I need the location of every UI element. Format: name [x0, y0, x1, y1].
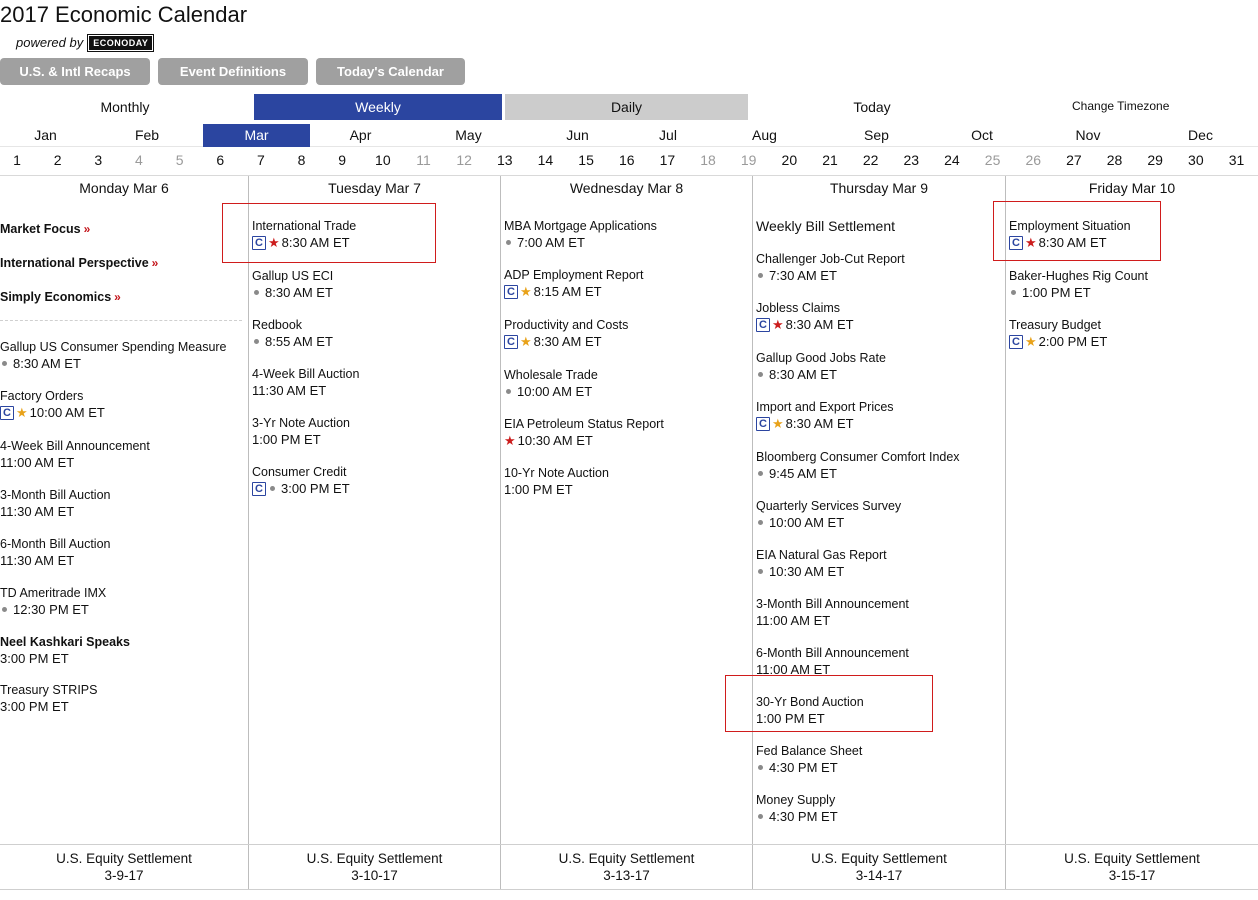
bullet-icon: [758, 273, 763, 278]
tab-daily[interactable]: Daily: [505, 94, 748, 120]
consensus-icon[interactable]: C: [756, 417, 770, 431]
month-aug[interactable]: Aug: [752, 127, 777, 143]
event-name[interactable]: 4-Week Bill Announcement: [0, 439, 150, 453]
event-time: 11:00 AM ET: [756, 662, 831, 677]
day-column-monday: [0, 176, 248, 844]
day-number[interactable]: 22: [862, 152, 879, 168]
event-name[interactable]: Gallup Good Jobs Rate: [756, 351, 886, 365]
event-time: 3:00 PM ET: [0, 699, 69, 714]
day-number[interactable]: 26: [1025, 152, 1042, 168]
settlement-date: 3-9-17: [104, 868, 144, 883]
event-name[interactable]: Import and Export Prices: [756, 400, 894, 414]
day-number[interactable]: 13: [497, 152, 513, 168]
event-name[interactable]: TD Ameritrade IMX: [0, 586, 107, 600]
event-time: 10:00 AM ET: [29, 405, 105, 420]
day-number[interactable]: 25: [984, 152, 1001, 168]
list-item[interactable]: [252, 415, 497, 448]
list-item[interactable]: [756, 792, 1001, 825]
recaps-button[interactable]: U.S. & Intl Recaps: [0, 58, 150, 85]
event-time: 11:30 AM ET: [0, 504, 75, 519]
top-button-row: [0, 58, 465, 85]
bullet-icon: [270, 486, 275, 491]
event-name[interactable]: Challenger Job-Cut Report: [756, 252, 905, 266]
link-label: Simply Economics: [0, 290, 112, 304]
star-icon: ★: [520, 334, 532, 349]
star-icon: ★: [504, 433, 516, 448]
list-item[interactable]: [252, 317, 497, 350]
event-time: 10:30 AM ET: [769, 564, 845, 579]
day-number[interactable]: 17: [659, 152, 676, 168]
arrow-right-icon: »: [151, 256, 159, 270]
event-time: 1:00 PM ET: [1022, 285, 1091, 300]
day-number[interactable]: 1: [13, 152, 21, 168]
month-jan[interactable]: Jan: [34, 127, 57, 143]
event-name[interactable]: Jobless Claims: [756, 301, 841, 315]
event-name[interactable]: EIA Petroleum Status Report: [504, 417, 664, 431]
day-number[interactable]: 12: [456, 152, 472, 168]
event-name[interactable]: Treasury Budget: [1009, 318, 1101, 332]
list-item[interactable]: [756, 596, 1001, 629]
list-item[interactable]: [756, 251, 1001, 284]
day-column-tuesday-body: [249, 176, 500, 844]
event-name[interactable]: Weekly Bill Settlement: [756, 218, 896, 234]
day-number[interactable]: 5: [175, 152, 184, 168]
bullet-icon: [758, 569, 763, 574]
tab-today[interactable]: Today: [853, 99, 891, 115]
list-item[interactable]: [756, 498, 1001, 531]
day-number[interactable]: 4: [135, 152, 143, 168]
list-item[interactable]: [756, 300, 1001, 333]
list-item[interactable]: [756, 547, 1001, 580]
view-tabs: [0, 94, 1258, 121]
day-number[interactable]: 28: [1106, 152, 1123, 168]
consensus-icon[interactable]: C: [1009, 335, 1023, 349]
event-time: 9:45 AM ET: [769, 466, 837, 481]
event-time: 1:00 PM ET: [504, 482, 573, 497]
day-column-friday: [1006, 176, 1258, 844]
event-time: 8:30 AM ET: [265, 285, 333, 300]
event-name[interactable]: Fed Balance Sheet: [756, 744, 863, 758]
list-item[interactable]: [1009, 317, 1254, 350]
list-item[interactable]: [0, 388, 245, 421]
column-header: Thursday Mar 9: [829, 180, 929, 196]
highlight-box: [222, 203, 436, 263]
day-number[interactable]: 11: [416, 152, 431, 168]
footer-settlement: [249, 850, 500, 884]
event-time: 8:15 AM ET: [533, 284, 602, 299]
event-name[interactable]: Quarterly Services Survey: [756, 499, 902, 513]
event-time: 4:30 PM ET: [769, 760, 838, 775]
day-number[interactable]: 14: [537, 152, 554, 168]
day-number[interactable]: 18: [700, 152, 716, 168]
event-name[interactable]: Employment Situation: [1009, 219, 1131, 233]
event-time: 1:00 PM ET: [252, 432, 321, 447]
footer-settlement: [0, 850, 248, 884]
event-time: 8:55 AM ET: [265, 334, 333, 349]
consensus-icon[interactable]: C: [504, 285, 518, 299]
list-item[interactable]: [0, 487, 245, 520]
event-name[interactable]: Gallup US ECI: [252, 269, 334, 283]
footer-settlement: [1006, 850, 1258, 884]
settlement-label: U.S. Equity Settlement: [306, 851, 443, 866]
event-name[interactable]: 6-Month Bill Announcement: [756, 646, 909, 660]
day-number[interactable]: 20: [781, 152, 798, 168]
bullet-icon: [758, 765, 763, 770]
event-name[interactable]: Wholesale Trade: [504, 368, 598, 382]
event-name[interactable]: 30-Yr Bond Auction: [756, 695, 864, 709]
month-mar[interactable]: Mar: [203, 124, 310, 147]
list-item[interactable]: [504, 465, 749, 498]
event-name[interactable]: 10-Yr Note Auction: [504, 466, 609, 480]
list-item[interactable]: [252, 268, 497, 301]
star-icon: ★: [772, 416, 784, 431]
day-number[interactable]: 23: [903, 152, 920, 168]
change-timezone-link[interactable]: Change Timezone: [1072, 99, 1170, 113]
event-name[interactable]: Baker-Hughes Rig Count: [1009, 269, 1148, 283]
column-header: Wednesday Mar 8: [569, 180, 684, 196]
month-nov[interactable]: Nov: [1075, 127, 1101, 143]
event-time: 10:00 AM ET: [769, 515, 845, 530]
event-name[interactable]: EIA Natural Gas Report: [756, 548, 887, 562]
bullet-icon: [758, 814, 763, 819]
consensus-icon[interactable]: C: [1009, 236, 1023, 250]
event-time: 1:00 PM ET: [756, 711, 825, 726]
event-name[interactable]: Productivity and Costs: [504, 318, 629, 332]
month-feb[interactable]: Feb: [134, 127, 160, 143]
link-label: Market Focus: [0, 222, 81, 236]
event-time: 4:30 PM ET: [769, 809, 838, 824]
page-title: 2017 Economic Calendar: [0, 2, 248, 27]
consensus-icon[interactable]: C: [756, 318, 770, 332]
event-name[interactable]: Consumer Credit: [252, 465, 347, 479]
column-header: Monday Mar 6: [79, 180, 169, 196]
star-icon: ★: [1025, 235, 1037, 250]
day-number[interactable]: 19: [740, 152, 757, 168]
event-time: 8:30 AM ET: [1038, 235, 1107, 250]
event-time: 8:30 AM ET: [769, 367, 837, 382]
event-name[interactable]: Neel Kashkari Speaks: [0, 635, 130, 649]
highlight-box: [993, 201, 1161, 261]
month-may[interactable]: May: [455, 127, 482, 143]
highlight-box: [725, 675, 933, 732]
bullet-icon: [758, 471, 763, 476]
day-column-thursday: [753, 176, 1005, 844]
settlement-date: 3-14-17: [855, 868, 903, 883]
event-name[interactable]: Factory Orders: [0, 389, 84, 403]
section-separator: [0, 320, 242, 321]
event-time: 11:30 AM ET: [0, 553, 75, 568]
bullet-icon: [758, 520, 763, 525]
event-time: 11:00 AM ET: [756, 613, 831, 628]
day-number[interactable]: 30: [1188, 152, 1204, 168]
event-name[interactable]: Redbook: [252, 318, 303, 332]
list-item[interactable]: [504, 367, 749, 400]
event-name[interactable]: 3-Month Bill Announcement: [756, 597, 909, 611]
month-jun[interactable]: Jun: [566, 127, 589, 143]
list-item[interactable]: [504, 267, 749, 300]
arrow-right-icon: »: [114, 290, 121, 304]
bullet-icon: [254, 290, 259, 295]
powered-by: [16, 35, 152, 50]
bullet-icon: [506, 389, 511, 394]
settlement-label: U.S. Equity Settlement: [56, 851, 192, 866]
event-name[interactable]: Treasury STRIPS: [0, 683, 98, 697]
day-number[interactable]: 3: [94, 152, 103, 168]
event-time: 8:30 AM ET: [785, 317, 854, 332]
star-icon: ★: [1025, 334, 1037, 349]
list-item[interactable]: [756, 399, 1001, 432]
settlement-label: U.S. Equity Settlement: [558, 851, 695, 866]
event-time: 3:00 PM ET: [0, 651, 69, 666]
consensus-icon[interactable]: C: [252, 236, 266, 250]
event-name[interactable]: MBA Mortgage Applications: [504, 219, 657, 233]
month-jul[interactable]: Jul: [659, 127, 677, 143]
bullet-icon: [1011, 290, 1016, 295]
settlement-label: U.S. Equity Settlement: [811, 851, 947, 866]
settlement-date: 3-10-17: [351, 868, 398, 883]
link-simply-economics[interactable]: [0, 288, 245, 306]
month-apr[interactable]: Apr: [349, 127, 372, 143]
consensus-icon[interactable]: C: [0, 406, 14, 420]
event-time: 8:30 AM ET: [785, 416, 854, 431]
day-number[interactable]: 15: [578, 152, 594, 168]
event-time: 12:30 PM ET: [13, 602, 89, 617]
list-item[interactable]: [252, 464, 497, 497]
event-time: 3:00 PM ET: [281, 481, 350, 496]
event-time: 11:30 AM ET: [252, 383, 327, 398]
bullet-icon: [758, 372, 763, 377]
tab-monthly[interactable]: Monthly: [100, 99, 150, 115]
event-name[interactable]: 4-Week Bill Auction: [252, 367, 360, 381]
list-item[interactable]: [0, 438, 245, 471]
day-number[interactable]: 29: [1147, 152, 1163, 168]
event-definitions-button[interactable]: Event Definitions: [158, 58, 308, 85]
event-time: 8:30 AM ET: [533, 334, 602, 349]
day-number[interactable]: 2: [53, 152, 62, 168]
event-time: 7:30 AM ET: [769, 268, 837, 283]
day-number[interactable]: 8: [297, 152, 306, 168]
day-selector: [0, 149, 1258, 173]
weekly-bill-settlement[interactable]: [756, 218, 1001, 234]
day-number[interactable]: 24: [944, 152, 960, 168]
day-number[interactable]: 16: [618, 152, 635, 168]
event-name[interactable]: Bloomberg Consumer Comfort Index: [756, 450, 960, 464]
list-item[interactable]: [504, 218, 749, 251]
list-item[interactable]: [756, 645, 1001, 678]
star-icon: ★: [268, 235, 280, 250]
footer-divider: [0, 889, 1258, 890]
month-dec[interactable]: Dec: [1188, 127, 1213, 143]
list-item[interactable]: [756, 743, 1001, 776]
event-time: 2:00 PM ET: [1038, 334, 1108, 349]
list-item[interactable]: [252, 366, 497, 399]
day-number[interactable]: 6: [216, 152, 225, 168]
bullet-icon: [2, 361, 7, 366]
footer-divider: [0, 844, 1258, 845]
list-item[interactable]: [504, 416, 749, 449]
event-name[interactable]: International Trade: [252, 219, 357, 233]
list-item[interactable]: [0, 339, 245, 372]
event-name[interactable]: Money Supply: [756, 793, 836, 807]
consensus-icon[interactable]: C: [252, 482, 266, 496]
list-item[interactable]: [0, 682, 245, 715]
day-column-wednesday: [501, 176, 752, 844]
arrow-right-icon: »: [83, 222, 91, 236]
column-header: Friday Mar 10: [1088, 180, 1176, 196]
econoday-logo[interactable]: ECONODAY: [89, 36, 152, 50]
consensus-icon[interactable]: C: [504, 335, 518, 349]
list-item[interactable]: [756, 350, 1001, 383]
event-time: 8:30 AM ET: [281, 235, 350, 250]
footer-settlement: [753, 850, 1005, 884]
day-number[interactable]: 21: [822, 152, 838, 168]
event-time: 11:00 AM ET: [0, 455, 75, 470]
event-time: 8:30 AM ET: [13, 356, 81, 371]
event-name[interactable]: 3-Yr Note Auction: [252, 416, 350, 430]
settlement-label: U.S. Equity Settlement: [1064, 851, 1200, 866]
day-number[interactable]: 9: [338, 152, 347, 168]
list-item[interactable]: [1009, 268, 1254, 301]
star-icon: ★: [772, 317, 784, 332]
bullet-icon: [2, 607, 7, 612]
bullet-icon: [506, 240, 511, 245]
star-icon: ★: [520, 284, 532, 299]
month-sep[interactable]: Sep: [864, 127, 889, 143]
event-name[interactable]: 3-Month Bill Auction: [0, 488, 111, 502]
column-header: Tuesday Mar 7: [328, 180, 421, 196]
link-international-perspective[interactable]: [0, 254, 245, 272]
settlement-date: 3-15-17: [1108, 868, 1156, 883]
bullet-icon: [254, 339, 259, 344]
day-number[interactable]: 7: [256, 152, 265, 168]
todays-calendar-button[interactable]: Today's Calendar: [316, 58, 465, 85]
list-item[interactable]: [0, 536, 245, 569]
event-name[interactable]: 6-Month Bill Auction: [0, 537, 111, 551]
event-name[interactable]: Gallup US Consumer Spending Measure: [0, 340, 227, 354]
list-item[interactable]: [0, 634, 245, 667]
tab-weekly[interactable]: Weekly: [254, 94, 502, 120]
event-time: 7:00 AM ET: [517, 235, 585, 250]
day-number[interactable]: 27: [1066, 152, 1082, 168]
list-item[interactable]: [504, 317, 749, 350]
footer-settlement: [501, 850, 752, 884]
day-number[interactable]: 10: [375, 152, 391, 168]
powered-by-label: powered by: [16, 35, 84, 50]
list-item[interactable]: [756, 449, 1001, 482]
link-label: International Perspective: [0, 256, 149, 270]
event-time: 10:00 AM ET: [517, 384, 593, 399]
day-number[interactable]: 31: [1228, 152, 1245, 168]
star-icon: ★: [16, 405, 28, 420]
list-item[interactable]: [0, 585, 245, 618]
month-oct[interactable]: Oct: [971, 127, 993, 143]
month-selector: [0, 124, 1258, 147]
settlement-date: 3-13-17: [603, 868, 650, 883]
event-time: 10:30 AM ET: [517, 433, 593, 448]
link-market-focus[interactable]: [0, 220, 245, 238]
event-name[interactable]: ADP Employment Report: [504, 268, 644, 282]
